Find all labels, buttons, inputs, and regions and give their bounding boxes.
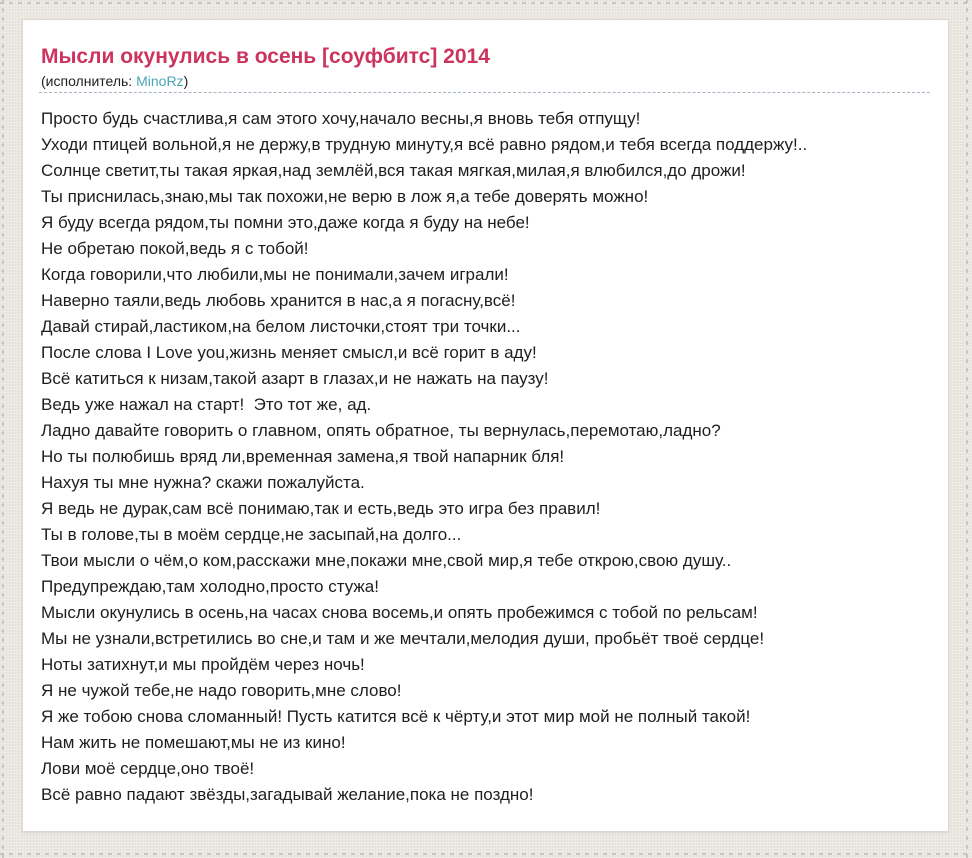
lyric-line: Предупреждаю,там холодно,просто стужа!: [41, 577, 379, 596]
lyric-line: Я ведь не дурак,сам всё понимаю,так и есть,ведь это игра без правил!: [41, 499, 601, 518]
lyric-line: Нам жить не помешают,мы не из кино!: [41, 733, 346, 752]
stitch-top-decoration: [0, 2, 972, 4]
artist-label-prefix: (исполнитель:: [41, 73, 137, 89]
lyric-line: Лови моё сердце,оно твоё!: [41, 759, 255, 778]
lyric-line: Я буду всегда рядом,ты помни это,даже когда я буду на небе!: [41, 213, 530, 232]
lyric-line: Ведь уже нажал на старт! Это тот же, ад.: [41, 395, 372, 414]
artist-link[interactable]: MinoRz: [136, 73, 184, 89]
lyric-line: Ноты затихнут,и мы пройдём через ночь!: [41, 655, 365, 674]
lyric-line: Нахуя ты мне нужна? скажи пожалуйста.: [41, 473, 365, 492]
lyric-line: Ты приснилась,знаю,мы так похожи,не верю в лож я,а тебе доверять можно!: [41, 187, 649, 206]
lyric-line: Уходи птицей вольной,я не держу,в трудную минуту,я всё равно рядом,и тебя всегда поддержу!..: [41, 135, 808, 154]
lyric-line: Я же тобою снова сломанный! Пусть катится всё к чёрту,и этот мир мой не полный такой!: [41, 707, 751, 726]
stitch-right-decoration: [966, 0, 968, 858]
artist-label-suffix: ): [183, 73, 189, 89]
stitch-left-decoration: [2, 0, 4, 858]
lyric-line: Всё катиться к низам,такой азарт в глазах,и не нажать на паузу!: [41, 369, 549, 388]
lyric-line: Мысли окунулись в осень,на часах снова восемь,и опять пробежимся с тобой по рельсам!: [41, 603, 758, 622]
lyrics-card: [22, 19, 949, 832]
song-title: Мысли окунулись в осень [соуфбитс] 2014: [41, 45, 490, 68]
artist-line: [41, 74, 930, 89]
lyric-line: Всё равно падают звёзды,загадывай желание,пока не поздно!: [41, 785, 534, 804]
lyric-line: Когда говорили,что любили,мы не понимали,зачем играли!: [41, 265, 509, 284]
lyric-line: Ладно давайте говорить о главном, опять обратное, ты вернулась,перемотаю,ладно?: [41, 421, 721, 440]
lyric-line: Я не чужой тебе,не надо говорить,мне слово!: [41, 681, 402, 700]
lyric-line: Твои мысли о чём,о ком,расскажи мне,покажи мне,свой мир,я тебе открою,свою душу..: [41, 551, 732, 570]
lyric-line: Но ты полюбишь вряд ли,временная замена,я твой напарник бля!: [41, 447, 565, 466]
dotted-separator: [39, 92, 930, 93]
lyrics: [41, 106, 948, 808]
lyric-line: Давай стирай,ластиком,на белом листочки,стоят три точки...: [41, 317, 521, 336]
lyric-line: Мы не узнали,встретились во сне,и там и же мечтали,мелодия души, пробьёт твоё сердце!: [41, 629, 765, 648]
lyric-line: Не обретаю покой,ведь я с тобой!: [41, 239, 309, 258]
lyric-line: Просто будь счастлива,я сам этого хочу,начало весны,я вновь тебя отпущу!: [41, 109, 641, 128]
lyric-line: Наверно таяли,ведь любовь хранится в нас,а я погасну,всё!: [41, 291, 516, 310]
lyric-line: Солнце светит,ты такая яркая,над землёй,вся такая мягкая,милая,я влюбился,до дрожи!: [41, 161, 746, 180]
stitch-bottom-decoration: [0, 853, 972, 855]
lyric-line: После слова I Love you,жизнь меняет смысл,и всё горит в аду!: [41, 343, 537, 362]
lyric-line: Ты в голове,ты в моём сердце,не засыпай,на долго...: [41, 525, 462, 544]
